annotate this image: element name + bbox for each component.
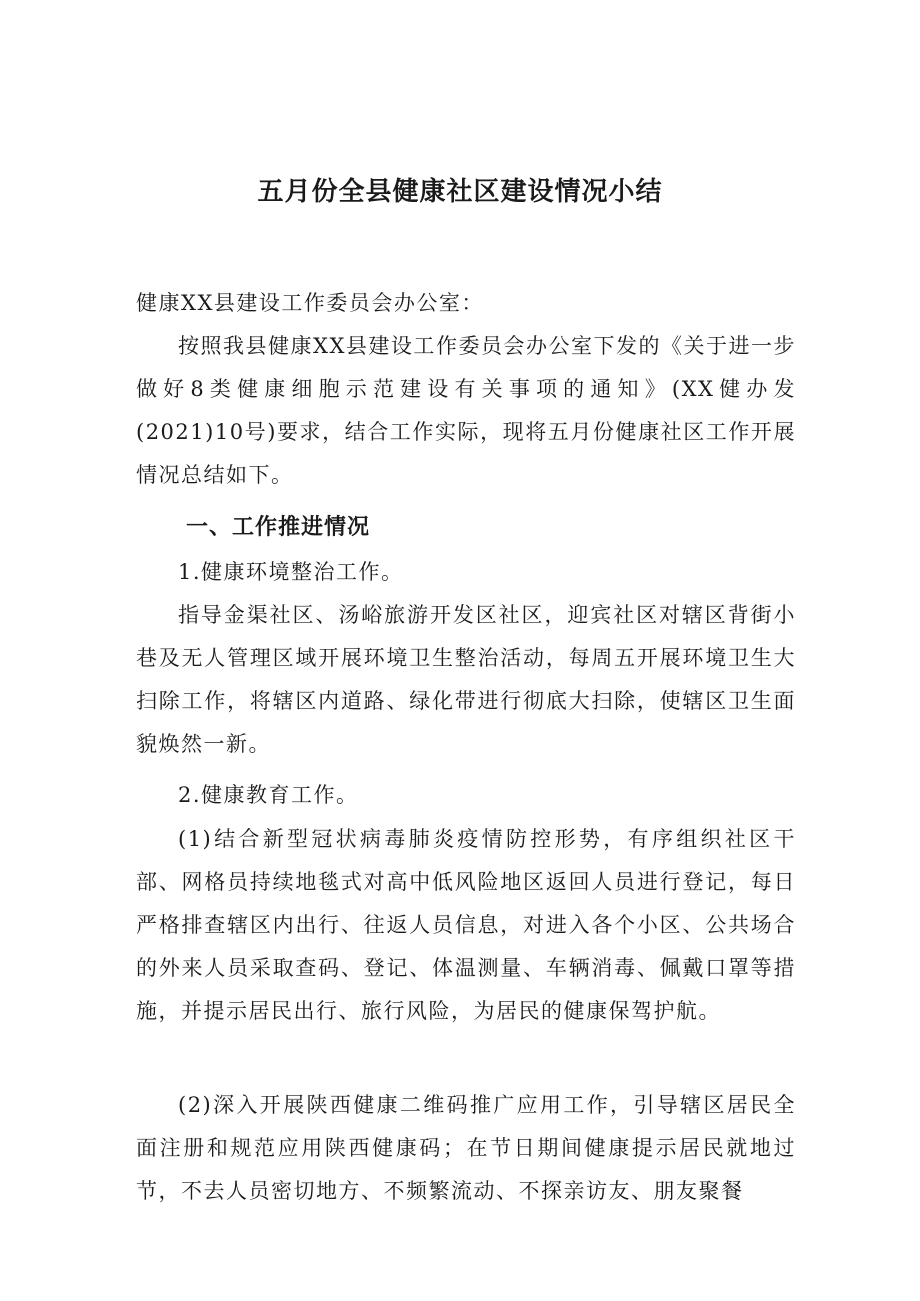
section-heading: 一、工作推进情况: [186, 515, 371, 540]
item2-paragraph-1: (1)结合新型冠状病毒肺炎疫情防控形势，有序组织社区干部、网格员持续地毯式对高中低风险地区返回人员进行登记，每日严格排查辖区内出行、往返人员信息，对进入各个小区、公共场合的外来人员采取查码、登记、体温测量、车辆消毒、佩戴口罩等措施，并提示居民出行、旅行风险，为居民的健康保驾护航。: [136, 827, 796, 1023]
intro-paragraph: 按照我县健康XX县建设工作委员会办公室下发的《关于进一步做好8类健康细胞示范建设有关事项的通知》(XX健办发(2021)10号)要求，结合工作实际，现将五月份健康社区工作开展情况总结如下。: [136, 334, 796, 487]
item1-paragraph: 指导金渠社区、汤峪旅游开发区社区，迎宾社区对辖区背街小巷及无人管理区域开展环境卫生整治活动，每周五开展环境卫生大扫除工作，将辖区内道路、绿化带进行彻底大扫除，使辖区卫生面貌焕然一新。: [136, 603, 796, 756]
item2-paragraph-2: (2)深入开展陕西健康二维码推广应用工作，引导辖区居民全面注册和规范应用陕西健康码；在节日期间健康提示居民就地过节，不去人员密切地方、不频繁流动、不探亲访友、朋友聚餐: [136, 1093, 796, 1203]
salutation: 健康XX县建设工作委员会办公室：: [136, 291, 484, 315]
item1-heading: 1.健康环境整治工作。: [178, 560, 404, 584]
item2-heading: 2.健康教育工作。: [178, 783, 359, 807]
document-title: 五月份全县健康社区建设情况小结: [257, 177, 663, 207]
